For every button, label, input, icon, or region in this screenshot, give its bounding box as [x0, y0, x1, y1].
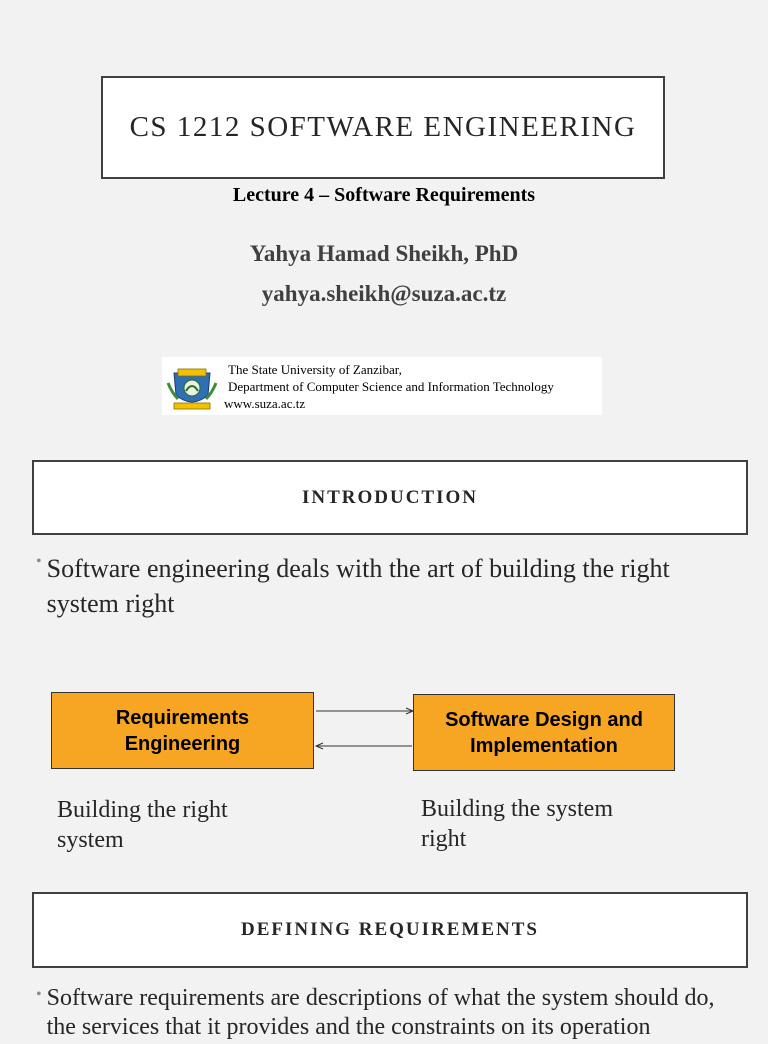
- right-caption: Building the system right: [421, 796, 613, 852]
- defining-requirements-heading: DEFINING REQUIREMENTS: [240, 919, 539, 940]
- introduction-header: [32, 460, 748, 535]
- bullet-icon: •: [36, 986, 42, 1003]
- title-box: [101, 76, 665, 179]
- university-banner: [162, 357, 602, 415]
- left-caption: Building the right system: [57, 797, 228, 853]
- intro-bullet: [36, 551, 736, 621]
- introduction-heading: INTRODUCTION: [301, 486, 479, 508]
- software-design-box: [413, 694, 675, 771]
- intro-bullet-text: Software engineering deals with the art of building the right system right: [46, 554, 670, 618]
- author-name: Yahya Hamad Sheikh, PhD: [249, 241, 519, 266]
- diagram-arrows: [314, 700, 414, 755]
- author-email: yahya.sheikh@suza.ac.tz: [261, 281, 507, 306]
- department-name: Department of Computer Science and Information Technology: [228, 379, 554, 394]
- university-website: www.suza.ac.tz: [224, 396, 306, 411]
- requirements-engineering-label: Requirements Engineering: [115, 706, 250, 755]
- lecture-subtitle: Lecture 4 – Software Requirements: [232, 184, 536, 206]
- university-logo-icon: [164, 363, 220, 413]
- requirements-bullet: [36, 984, 736, 1042]
- course-title: CS 1212 SOFTWARE ENGINEERING: [129, 111, 637, 143]
- university-name: The State University of Zanzibar,: [228, 362, 402, 377]
- defining-requirements-header: [32, 892, 748, 968]
- requirements-engineering-box: [51, 692, 314, 769]
- requirements-bullet-text: Software requirements are descriptions of what the system should do, the services that it provides and the constraints on its operation: [46, 985, 715, 1040]
- bullet-icon: •: [36, 553, 42, 570]
- software-design-label: Software Design and Implementation: [445, 708, 643, 757]
